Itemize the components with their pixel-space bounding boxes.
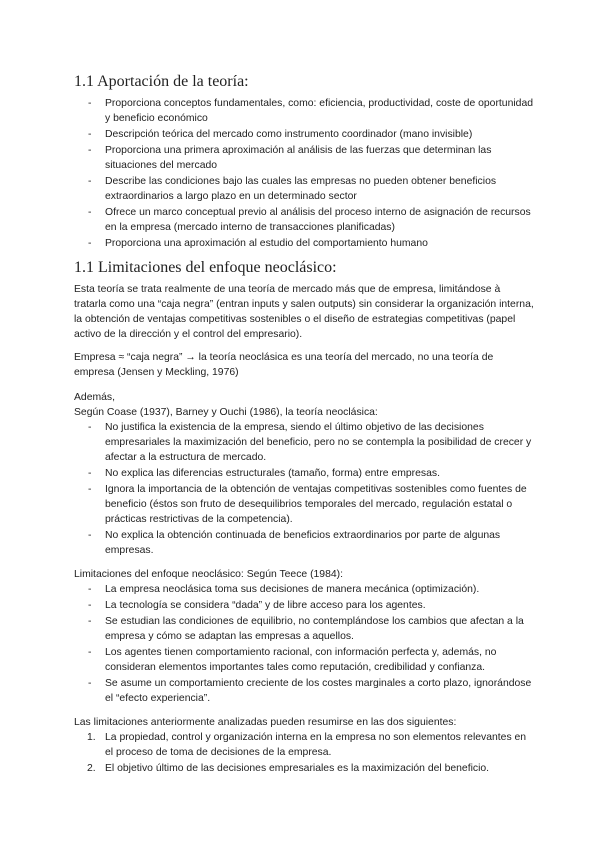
list-item: 2. El objetivo último de las decisiones empresariales es la maximización del beneficio. (87, 763, 490, 774)
number-marker: 1. (87, 732, 96, 743)
dash-marker: - (88, 176, 92, 187)
teece-lead: Limitaciones del enfoque neoclásico: Según Teece (1984): (74, 569, 343, 580)
dash-marker: - (88, 422, 92, 433)
list-item: 1. La propiedad, control y organización interna en la empresa no son elementos relevantes en el proceso de toma de decisiones de la empresa. (87, 732, 527, 758)
list-item: - No justifica la existencia de la empresa, siendo el último objetivo de las decisiones empresariales la maximización del beneficio, pero no se contempla la posibilidad de crecer y afectar a la estructura de mercado. (88, 422, 532, 463)
list-item: - No explica la obtención continuada de beneficios extraordinarios por parte de algunas empresas. (88, 530, 501, 556)
list-item: - No explica las diferencias estructurales (tamaño, forma) entre empresas. (88, 468, 440, 479)
coase-lead: Según Coase (1937), Barney y Ouchi (1986), la teoría neoclásica: (74, 407, 378, 418)
list-item: - Ignora la importancia de la obtención de ventajas competitivas sostenibles como fuentes de beneficio (éstos son fruto de desequilibrios temporales del mercado, regulación estatal o prácticas restrictivas de la competencia). (88, 484, 527, 525)
list-item: - Ofrece un marco conceptual previo al análisis del proceso interno de asignación de recursos en la empresa (mercado interno de transacciones planificadas) (88, 207, 531, 233)
list-item: - La tecnología se considera “dada” y de libre acceso para los agentes. (88, 600, 426, 611)
dash-marker: - (88, 530, 92, 541)
list-item: - Proporciona una primera aproximación al análisis de las fuerzas que determinan las situaciones del mercado (88, 145, 492, 171)
list-item: - Los agentes tienen comportamiento racional, con información perfecta y, además, no consideran elementos importantes tales como reputación, credibilidad y confianza. (88, 647, 497, 673)
dash-marker: - (88, 616, 92, 627)
list-item: - Se estudian las condiciones de equilibrio, no contemplándose los cambios que afectan a la empresa y cómo se adaptan las empresas a aquellos. (88, 616, 524, 642)
dash-marker: - (88, 129, 92, 140)
summary-list (74, 730, 534, 776)
teece-list (74, 582, 534, 706)
list-item: - Descripción teórica del mercado como instrumento coordinador (mano invisible) (88, 129, 473, 140)
dash-marker: - (88, 98, 92, 109)
aportacion-list (74, 96, 534, 251)
dash-marker: - (88, 468, 92, 479)
list-item: - Proporciona una aproximación al estudio del comportamiento humano (88, 238, 428, 249)
document-page (74, 72, 534, 777)
ademas-text: Además, (74, 392, 116, 403)
empresa-note: Empresa ≈ “caja negra” → la teoría neoclásica es una teoría del mercado, no una teoría de empresa (Jensen y Meckling, 1976) (74, 352, 494, 378)
dash-marker: - (88, 145, 92, 156)
intro-paragraph: Esta teoría se trata realmente de una teoría de mercado más que de empresa, limitándose à tratarla como una “caja negra” (entran inputs y salen outputs) sin considerar la organización interna, la obtención de ventajas competitivas sostenibles o el diseño de estrategias competitivas (papel activo de la dirección y el control del empresario). (74, 284, 534, 340)
section-title-aportacion: 1.1 Aportación de la teoría: (74, 73, 249, 90)
dash-marker: - (88, 678, 92, 689)
coase-list (74, 420, 534, 558)
dash-marker: - (88, 584, 92, 595)
dash-marker: - (88, 207, 92, 218)
summary-lead: Las limitaciones anteriormente analizadas pueden resumirse en las dos siguientes: (74, 717, 457, 728)
dash-marker: - (88, 238, 92, 249)
list-item: - Proporciona conceptos fundamentales, como: eficiencia, productividad, coste de oportunidad y beneficio económico (88, 98, 534, 124)
dash-marker: - (88, 647, 92, 658)
dash-marker: - (88, 600, 92, 611)
number-marker: 2. (87, 763, 96, 774)
list-item: - Describe las condiciones bajo las cuales las empresas no pueden obtener beneficios extraordinarios a largo plazo en un determinado sector (88, 176, 497, 202)
list-item: - Se asume un comportamiento creciente de los costes marginales a corto plazo, ignorándose el “efecto experiencia”. (88, 678, 532, 704)
list-item: - La empresa neoclásica toma sus decisiones de manera mecánica (optimización). (88, 584, 480, 595)
section-title-limitaciones: 1.1 Limitaciones del enfoque neoclásico: (74, 259, 337, 276)
dash-marker: - (88, 484, 92, 495)
